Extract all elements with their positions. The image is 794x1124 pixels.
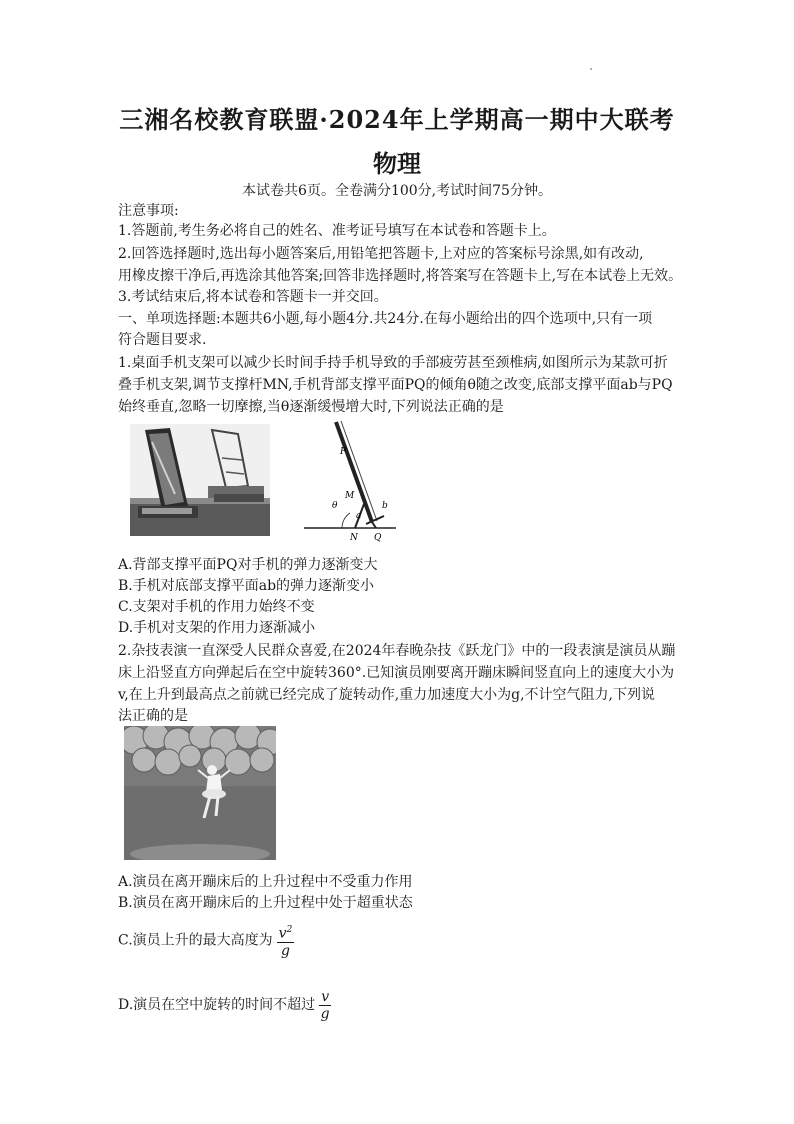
q1-stem-1: 1.桌面手机支架可以减少长时间手持手机导致的手部疲劳甚至颈椎病,如图所示为某款可折 [118,355,668,371]
scan-speck [590,68,592,70]
exam-title: 三湘名校教育联盟·2024年上学期高一期中大联考 [119,105,675,134]
frac-c-den: g [281,942,290,959]
section-heading: 一、单项选择题:本题共6小题,每小题4分.共24分.在每小题给出的四个选项中,只有一项 [118,311,653,327]
frac-d-num: v [321,988,330,1005]
q1-option-d: D.手机对支架的作用力逐渐减小 [118,620,316,636]
q1-option-c: C.支架对手机的作用力始终不变 [118,599,315,615]
label-theta: θ [332,501,338,511]
q2-stem-3: v,在上升到最高点之前就已经完成了旋转动作,重力加速度大小为g,不计空气阻力,下列说 [118,687,656,703]
q1-option-a: A.背部支撑平面PQ对手机的弹力逐渐变大 [118,557,378,573]
q2-option-d-text: D.演员在空中旋转的时间不超过 [118,997,316,1013]
q2-option-d [118,988,331,1022]
stand-diagram [300,418,400,543]
section-heading-cont: 符合题目要求. [118,332,207,348]
frac-d-den: g [320,1005,330,1022]
phone-stand-photo [130,424,270,536]
label-b: b [382,501,388,511]
note-2a: 2.回答选择题时,选出每小题答案后,用铅笔把答题卡,上对应的答案标号涂黑,如有改动, [118,246,644,262]
frac-c-num: v [278,925,287,942]
q2-option-c-text: C.演员上升的最大高度为 [118,932,273,949]
notes-heading: 注意事项: [118,203,179,219]
label-q: Q [374,533,382,543]
label-p: P [340,447,347,457]
exam-info: 本试卷共6页。全卷满分100分,考试时间75分钟。 [242,183,552,199]
note-2b: 用橡皮擦干净后,再选涂其他答案;回答非选择题时,将答案写在答题卡上,写在本试卷上无效。 [118,268,683,284]
frac-c-exp: 2 [286,925,293,935]
subject-title: 物理 [373,149,421,178]
q2-option-c [118,922,294,959]
q2-stem-2: 床上沿竖直方向弹起后在空中旋转360°.已知演员刚要离开蹦床瞬间竖直向上的速度大小为 [118,665,675,681]
q2-stem-1: 2.杂技表演一直深受人民群众喜爱,在2024年春晚杂技《跃龙门》中的一段表演是演员从蹦 [118,643,676,659]
q1-stem-3: 始终垂直,忽略一切摩擦,当θ逐渐缓慢增大时,下列说法正确的是 [118,399,504,415]
label-a: a [356,511,362,521]
fraction-v2-over-g [277,922,295,959]
q2-stem-4: 法正确的是 [118,708,188,724]
acrobat-photo [124,726,276,860]
note-3: 3.考试结束后,将本试卷和答题卡一并交回。 [118,289,388,305]
label-m: M [345,491,355,501]
label-n: N [350,533,358,543]
q1-option-b: B.手机对底部支撑平面ab的弹力逐渐变小 [118,578,375,594]
q2-option-a: A.演员在离开蹦床后的上升过程中不受重力作用 [118,874,413,890]
q1-stem-2: 叠手机支架,调节支撑杆MN,手机背部支撑平面PQ的倾角θ随之改变,底部支撑平面ab与PQ [118,377,673,393]
note-1: 1.答题前,考生务必将自己的姓名、准考证号填写在本试卷和答题卡上。 [118,223,556,239]
q2-option-b: B.演员在离开蹦床后的上升过程中处于超重状态 [118,895,413,911]
fraction-v-over-g [319,989,331,1022]
